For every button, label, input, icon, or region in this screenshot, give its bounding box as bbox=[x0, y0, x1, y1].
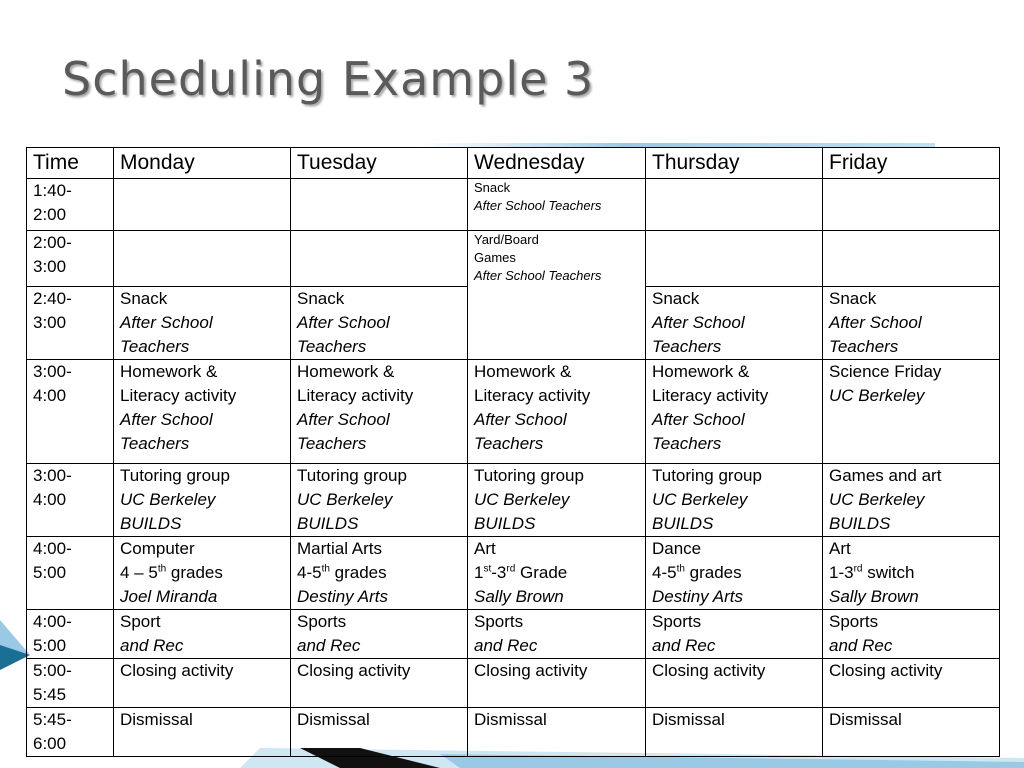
table-row bbox=[27, 708, 1000, 757]
cell-monday bbox=[114, 179, 291, 231]
time-cell: 5:45- 6:00 bbox=[27, 708, 114, 757]
time-cell: 1:40- 2:00 bbox=[27, 179, 114, 231]
header-time: Time bbox=[27, 148, 114, 179]
cell-monday: Dismissal bbox=[114, 708, 291, 757]
cell-monday: Closing activity bbox=[114, 659, 291, 708]
time-cell: 3:00- 4:00 bbox=[27, 360, 114, 464]
table-row bbox=[27, 659, 1000, 708]
cell-monday: Homework & Literacy activity After School Teachers bbox=[114, 360, 291, 464]
cell-friday: Games and art UC Berkeley BUILDS bbox=[823, 464, 1000, 537]
cell-tuesday: Tutoring group UC Berkeley BUILDS bbox=[291, 464, 468, 537]
time-cell: 4:00- 5:00 bbox=[27, 537, 114, 610]
cell-monday: Tutoring group UC Berkeley BUILDS bbox=[114, 464, 291, 537]
header-tuesday: Tuesday bbox=[291, 148, 468, 179]
table-row bbox=[27, 360, 1000, 464]
cell-wednesday: Snack After School Teachers bbox=[468, 179, 646, 231]
cell-tuesday: Sports and Rec bbox=[291, 610, 468, 659]
table-row bbox=[27, 179, 1000, 231]
cell-tuesday: Closing activity bbox=[291, 659, 468, 708]
cell-monday: Sport and Rec bbox=[114, 610, 291, 659]
cell-wednesday: Closing activity bbox=[468, 659, 646, 708]
cell-thursday: Closing activity bbox=[646, 659, 823, 708]
slide-title: Scheduling Example 3 bbox=[62, 52, 595, 106]
cell-tuesday: Homework & Literacy activity After School Teachers bbox=[291, 360, 468, 464]
cell-thursday: Dismissal bbox=[646, 708, 823, 757]
time-cell: 2:00- 3:00 bbox=[27, 231, 114, 287]
cell-tuesday bbox=[291, 231, 468, 287]
table-row bbox=[27, 537, 1000, 610]
time-cell: 2:40- 3:00 bbox=[27, 287, 114, 360]
cell-thursday: Snack After School Teachers bbox=[646, 287, 823, 360]
cell-wednesday: Sports and Rec bbox=[468, 610, 646, 659]
header-wednesday: Wednesday bbox=[468, 148, 646, 179]
cell-monday: Computer 4 – 5th grades Joel Miranda bbox=[114, 537, 291, 610]
cell-tuesday bbox=[291, 179, 468, 231]
cell-monday bbox=[114, 231, 291, 287]
cell-thursday: Sports and Rec bbox=[646, 610, 823, 659]
cell-friday: Science Friday UC Berkeley bbox=[823, 360, 1000, 464]
cell-wednesday: Yard/Board Games After School Teachers bbox=[468, 231, 646, 360]
header-row bbox=[27, 148, 1000, 179]
table-row bbox=[27, 231, 1000, 287]
cell-friday bbox=[823, 231, 1000, 287]
cell-thursday bbox=[646, 179, 823, 231]
time-cell: 3:00- 4:00 bbox=[27, 464, 114, 537]
cell-friday: Snack After School Teachers bbox=[823, 287, 1000, 360]
header-monday: Monday bbox=[114, 148, 291, 179]
cell-monday: Snack After School Teachers bbox=[114, 287, 291, 360]
cell-friday: Sports and Rec bbox=[823, 610, 1000, 659]
cell-friday: Closing activity bbox=[823, 659, 1000, 708]
cell-tuesday: Martial Arts 4-5th grades Destiny Arts bbox=[291, 537, 468, 610]
header-friday: Friday bbox=[823, 148, 1000, 179]
cell-wednesday: Tutoring group UC Berkeley BUILDS bbox=[468, 464, 646, 537]
cell-wednesday: Art 1st-3rd Grade Sally Brown bbox=[468, 537, 646, 610]
cell-tuesday: Snack After School Teachers bbox=[291, 287, 468, 360]
cell-friday: Art 1-3rd switch Sally Brown bbox=[823, 537, 1000, 610]
cell-thursday: Homework & Literacy activity After School Teachers bbox=[646, 360, 823, 464]
cell-friday: Dismissal bbox=[823, 708, 1000, 757]
cell-thursday: Dance 4-5th grades Destiny Arts bbox=[646, 537, 823, 610]
header-thursday: Thursday bbox=[646, 148, 823, 179]
cell-friday bbox=[823, 179, 1000, 231]
cell-wednesday: Dismissal bbox=[468, 708, 646, 757]
table-row bbox=[27, 610, 1000, 659]
table-row bbox=[27, 464, 1000, 537]
cell-thursday bbox=[646, 231, 823, 287]
cell-wednesday: Homework & Literacy activity After School Teachers bbox=[468, 360, 646, 464]
time-cell: 5:00- 5:45 bbox=[27, 659, 114, 708]
cell-tuesday: Dismissal bbox=[291, 708, 468, 757]
time-cell: 4:00- 5:00 bbox=[27, 610, 114, 659]
schedule-table bbox=[26, 147, 1000, 757]
cell-thursday: Tutoring group UC Berkeley BUILDS bbox=[646, 464, 823, 537]
